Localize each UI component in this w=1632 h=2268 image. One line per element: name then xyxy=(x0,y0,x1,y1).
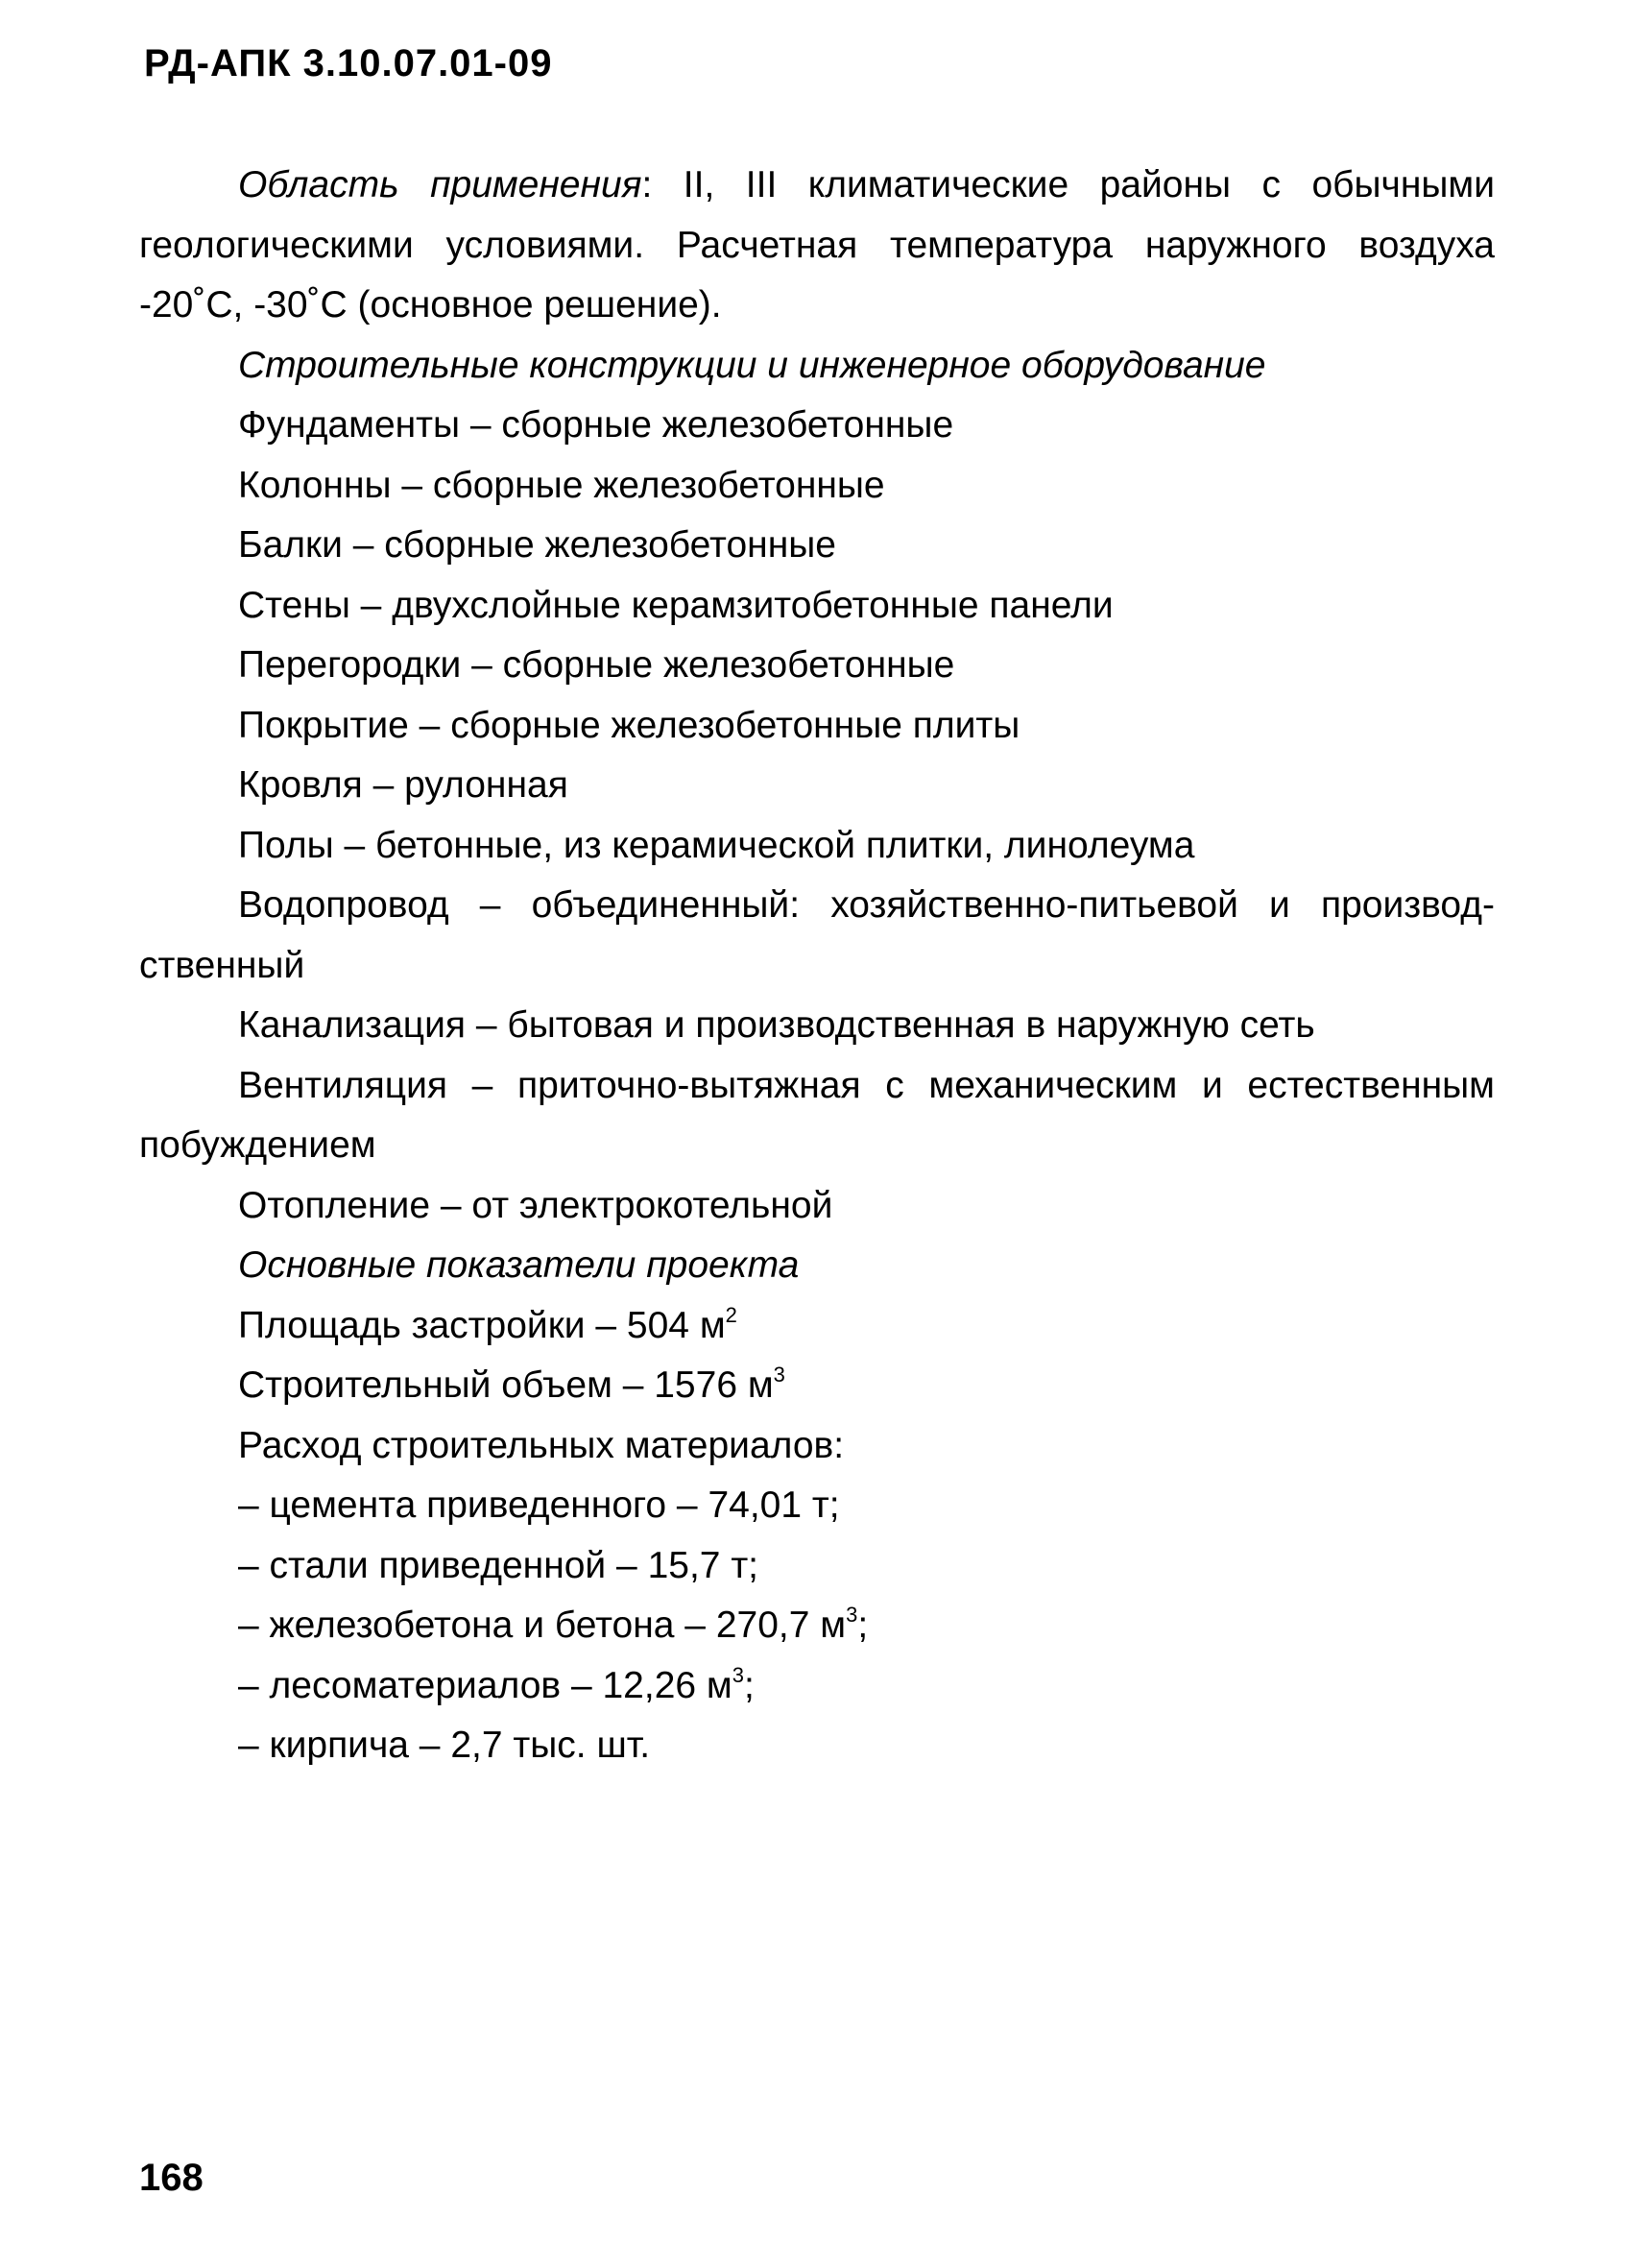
materials-title: Расход строительных материалов: xyxy=(238,1424,845,1466)
scope-text: II, III климатические районы с обычными геологическими условиями. Расчетная температура наружного воздуха -20˚С, -30˚С (основное решение). xyxy=(139,164,1496,326)
page-number: 168 xyxy=(139,2157,204,2199)
building-volume-text: Строительный объем – 1576 м xyxy=(238,1364,774,1406)
structure-item: Балки – сборные железобетонные xyxy=(238,524,836,566)
building-area-text: Площадь застройки – 504 м xyxy=(238,1304,726,1346)
structure-item: Перегородки – сборные железобетонные xyxy=(238,644,955,686)
indicators-heading: Основные показатели проекта xyxy=(238,1244,800,1286)
structure-item: Отопление – от электрокотельной xyxy=(238,1184,833,1226)
structure-item: Колонны – сборные железобетонные xyxy=(238,464,885,506)
building-volume-exponent: 3 xyxy=(773,1363,785,1387)
concrete-end: ; xyxy=(857,1604,869,1646)
timber-exponent: 3 xyxy=(732,1662,744,1687)
material-steel: – стали приведенной – 15,7 т; xyxy=(238,1544,759,1586)
structure-item: Водопровод – объединенный: хозяйственно-питьевой и производственный xyxy=(139,884,1495,986)
concrete-exponent: 3 xyxy=(846,1603,858,1627)
scope-paragraph xyxy=(139,156,1495,336)
material-timber xyxy=(139,1656,1495,1717)
material-concrete xyxy=(139,1596,1495,1656)
indicator-building-volume xyxy=(139,1356,1495,1416)
indicator-building-area xyxy=(139,1296,1495,1357)
structure-item: Полы – бетонные, из керамической плитки, линолеума xyxy=(238,824,1195,866)
timber-end: ; xyxy=(743,1664,755,1706)
structures-heading: Строительные конструкции и инженерное оборудование xyxy=(238,344,1266,386)
timber-text: – лесоматериалов – 12,26 м xyxy=(238,1664,732,1706)
scope-colon: : xyxy=(641,164,653,205)
structure-item: Стены – двухслойные керамзитобетонные панели xyxy=(238,584,1114,626)
structure-item: Покрытие – сборные железобетонные плиты xyxy=(238,704,1020,746)
scope-lead: Область применения xyxy=(238,164,642,205)
structure-item: Кровля – рулонная xyxy=(238,764,568,806)
structure-item: Вентиляция – приточно-вытяжная с механическим и естественным побуждением xyxy=(139,1064,1495,1166)
concrete-text: – железобетона и бетона – 270,7 м xyxy=(238,1604,847,1646)
document-code: РД-АПК 3.10.07.01-09 xyxy=(144,42,553,84)
structure-item: Фундаменты – сборные железобетонные xyxy=(238,404,954,446)
building-area-exponent: 2 xyxy=(725,1302,737,1327)
material-brick: – кирпича – 2,7 тыс. шт. xyxy=(238,1725,651,1766)
material-cement: – цемента приведенного – 74,01 т; xyxy=(238,1484,840,1526)
structure-item: Канализация – бытовая и производственная в наружную сеть xyxy=(238,1004,1315,1046)
document-body xyxy=(139,156,1495,1776)
